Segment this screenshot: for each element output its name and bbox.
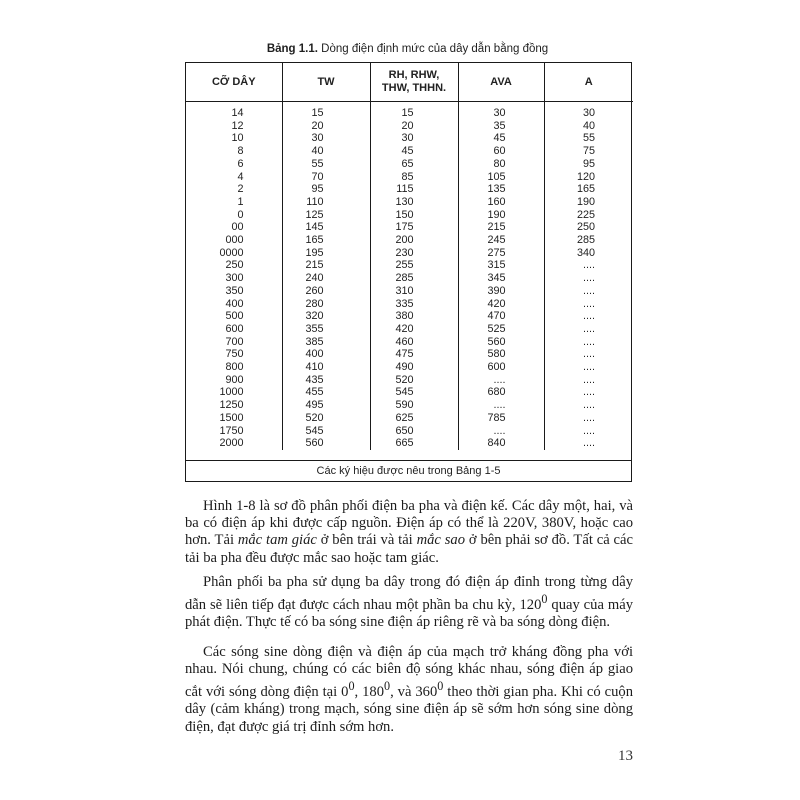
table-cell: 105 (458, 171, 544, 184)
table-cell: 590 (370, 399, 458, 412)
table-cell: .... (583, 322, 595, 335)
table-cell: 40 (582, 119, 595, 132)
paragraph-3 (185, 644, 633, 736)
table-cell: 285 (370, 272, 458, 285)
table-cell: 215 (458, 221, 544, 234)
table-row (186, 221, 633, 234)
table-cell: 6 (186, 158, 282, 171)
table-cell: 95 (582, 157, 595, 170)
table-cell: 250 (186, 259, 282, 272)
table-cell: .... (583, 284, 595, 297)
table-cell: 545 (370, 386, 458, 399)
table-cell: 545 (282, 425, 370, 438)
table-row (186, 234, 633, 247)
table-cell: 525 (458, 323, 544, 336)
paragraph-1-text-a: Hình 1-8 là sơ đồ phân phối điện ba pha và điện kế. Các dây một, hai, và ba có điện áp khi được cấp nguồn. Điện áp có thể là 220V, 380V, hoặc cao hơn. Tải (185, 498, 633, 549)
table-cell: 65 (370, 158, 458, 171)
table-cell: 15 (370, 102, 458, 120)
table-cell: 150 (370, 209, 458, 222)
table-cell: 4 (186, 171, 282, 184)
table-cell: 165 (282, 234, 370, 247)
table-cell: .... (583, 361, 595, 374)
paragraph-1-text-b: ở bên trái và tải (316, 532, 417, 549)
table-cell: 455 (282, 386, 370, 399)
table-caption-text: Dòng điện định mức của dây dẫn bằng đồng (321, 43, 549, 55)
table-cell: 30 (582, 107, 595, 119)
table-cell: 560 (282, 437, 370, 450)
table-body (186, 102, 633, 450)
paragraph-3-degree-3: 0 (437, 679, 444, 694)
table-cell: 500 (186, 310, 282, 323)
table-cell: 320 (282, 310, 370, 323)
table-row (186, 399, 633, 412)
table-cell: 600 (186, 323, 282, 336)
table-cell: 435 (282, 374, 370, 387)
table-cell: .... (583, 310, 595, 323)
paragraph-2 (185, 574, 633, 631)
header-ava: AVA (458, 63, 544, 102)
table-cell: 55 (582, 132, 595, 145)
table-row (186, 247, 633, 260)
table-row (186, 336, 633, 349)
table-cell: 70 (282, 171, 370, 184)
table-cell: 175 (370, 221, 458, 234)
table-cell: 80 (458, 158, 544, 171)
table-cell: 95 (282, 183, 370, 196)
table-row (186, 437, 633, 450)
table-cell: 300 (186, 272, 282, 285)
table-cell: 345 (458, 272, 544, 285)
table-row (186, 412, 633, 425)
table-footnote: Các ký hiệu được nêu trong Bảng 1-5 (186, 460, 631, 481)
table-row (186, 272, 633, 285)
table-cell: 520 (282, 412, 370, 425)
table-cell: 110 (282, 196, 370, 209)
table-cell: .... (583, 297, 595, 310)
paragraph-1 (185, 498, 633, 567)
table-cell: 160 (458, 196, 544, 209)
table-caption (185, 43, 630, 55)
table-cell: 340 (576, 246, 595, 259)
table-cell: 135 (458, 183, 544, 196)
table-row (186, 374, 633, 387)
table-cell: 275 (458, 247, 544, 260)
table-cell: 12 (186, 120, 282, 133)
table-cell: 2 (186, 183, 282, 196)
header-rh-rhw-thw-thhn: RH, RHW, THW, THHN. (370, 63, 458, 102)
table-row (186, 298, 633, 311)
table-row (186, 158, 633, 171)
table-cell: .... (583, 272, 595, 285)
paragraph-2-text-a: Phân phối ba pha sử dụng ba dây trong đó điện áp đỉnh trong từng dây dẫn sẽ liên tiếp đạt được cách nhau một phần ba chu kỳ, 120 (185, 574, 633, 614)
table-cell: 285 (576, 234, 595, 247)
table-cell: 130 (370, 196, 458, 209)
table-cell: 1750 (186, 425, 282, 438)
table-cell: 410 (282, 361, 370, 374)
table-cell: 250 (576, 221, 595, 234)
header-wire-size: CỠ DÂY (186, 63, 282, 102)
page-number: 13 (618, 748, 633, 764)
table-cell: 165 (576, 183, 595, 196)
table-cell: 800 (186, 361, 282, 374)
table-cell: 125 (282, 209, 370, 222)
table-cell: 280 (282, 298, 370, 311)
table-cell: 310 (370, 285, 458, 298)
table-cell: 785 (458, 412, 544, 425)
table-cell: 120 (576, 170, 595, 183)
table-cell: 75 (582, 145, 595, 158)
table-cell: 190 (458, 209, 544, 222)
table-cell: .... (458, 374, 544, 387)
table-cell: 750 (186, 348, 282, 361)
table-cell: 665 (370, 437, 458, 450)
table-cell: 680 (458, 386, 544, 399)
table-row (186, 171, 633, 184)
table-cell: 460 (370, 336, 458, 349)
ampacity-table-grid (186, 63, 633, 450)
header-a: A (544, 63, 633, 102)
table-cell: 1000 (186, 386, 282, 399)
table-cell: .... (583, 437, 595, 450)
table-cell: 45 (370, 145, 458, 158)
table-row (186, 323, 633, 336)
table-cell: .... (583, 335, 595, 348)
table-row (186, 132, 633, 145)
paragraph-1-italic-wye: mắc sao (416, 532, 466, 549)
table-cell: 350 (186, 285, 282, 298)
table-row (186, 145, 633, 158)
table-cell: 490 (370, 361, 458, 374)
table-cell: 420 (458, 298, 544, 311)
table-cell: 85 (370, 171, 458, 184)
table-cell: .... (583, 259, 595, 272)
table-cell: 520 (370, 374, 458, 387)
table-row (186, 361, 633, 374)
table-cell: 115 (370, 183, 458, 196)
paragraph-2-degree: 0 (541, 592, 548, 607)
table-cell: 8 (186, 145, 282, 158)
table-row (186, 259, 633, 272)
table-header-row (186, 63, 633, 102)
table-cell: 420 (370, 323, 458, 336)
table-cell: .... (583, 373, 595, 386)
paragraph-3-text-d: theo thời gian pha. Khi có cuộn dây (cảm kháng) trong mạch, sóng sine điện áp sẽ sớm hơn sóng sine dòng điện, đạt được giá trị đỉnh sớm hơn. (185, 684, 633, 735)
table-cell: 30 (282, 132, 370, 145)
table-caption-label: Bảng 1.1. (266, 43, 318, 55)
table-cell: 195 (282, 247, 370, 260)
ampacity-table (185, 62, 632, 482)
paragraph-3-text-a: Các sóng sine dòng điện và điện áp của mạch trở kháng đồng pha với nhau. Nói chung, chúng có các biên độ sóng khác nhau, sóng điện áp giao cắt với sóng dòng điện tại 0 (185, 644, 633, 701)
table-cell: 230 (370, 247, 458, 260)
table-cell: 240 (282, 272, 370, 285)
table-cell: 560 (458, 336, 544, 349)
table-cell: 400 (282, 348, 370, 361)
table-cell: 30 (370, 132, 458, 145)
table-cell: 1250 (186, 399, 282, 412)
paragraph-3-text-c: , và 360 (390, 684, 438, 701)
table-cell: 315 (458, 259, 544, 272)
table-cell: 335 (370, 298, 458, 311)
table-cell: 00 (186, 221, 282, 234)
table-cell: 355 (282, 323, 370, 336)
table-cell: 580 (458, 348, 544, 361)
table-cell: 840 (458, 437, 544, 450)
table-cell: 225 (576, 208, 595, 221)
table-cell: 0 (186, 209, 282, 222)
table-cell: .... (583, 348, 595, 361)
table-cell: 14 (186, 102, 282, 120)
table-cell: 700 (186, 336, 282, 349)
table-cell: 255 (370, 259, 458, 272)
table-cell: 10 (186, 132, 282, 145)
table-cell: 20 (370, 120, 458, 133)
header-tw: TW (282, 63, 370, 102)
table-cell: .... (458, 399, 544, 412)
paragraph-1-italic-delta: mắc tam giác (237, 532, 317, 549)
table-cell: 190 (576, 195, 595, 208)
table-cell: 55 (282, 158, 370, 171)
table-cell: 45 (458, 132, 544, 145)
table-cell: 60 (458, 145, 544, 158)
table-row (186, 348, 633, 361)
table-cell: .... (583, 386, 595, 399)
table-cell: 245 (458, 234, 544, 247)
table-row (186, 425, 633, 438)
table-cell: 470 (458, 310, 544, 323)
paragraph-3-degree-1: 0 (348, 679, 355, 694)
table-cell: 390 (458, 285, 544, 298)
paragraph-3-degree-2: 0 (384, 679, 391, 694)
table-cell: 1500 (186, 412, 282, 425)
table-cell: 30 (458, 102, 544, 120)
table-cell: 000 (186, 234, 282, 247)
table-cell: 20 (282, 120, 370, 133)
table-cell: 145 (282, 221, 370, 234)
table-cell: 15 (282, 102, 370, 120)
table-row (186, 285, 633, 298)
table-cell: 35 (458, 120, 544, 133)
table-cell: 40 (282, 145, 370, 158)
table-cell: .... (583, 411, 595, 424)
paragraph-1-text-c: ở bên phải sơ đồ. Tất cả các tải ba pha đều được mắc sao hoặc tam giác. (185, 532, 633, 566)
table-cell: 900 (186, 374, 282, 387)
table-cell: .... (583, 424, 595, 437)
table-row (186, 310, 633, 323)
table-cell: 260 (282, 285, 370, 298)
paragraph-3-text-b: , 180 (354, 684, 384, 701)
table-cell: 475 (370, 348, 458, 361)
table-cell: 650 (370, 425, 458, 438)
table-cell: 385 (282, 336, 370, 349)
table-row (186, 183, 633, 196)
table-cell: .... (583, 399, 595, 412)
table-cell: 215 (282, 259, 370, 272)
table-cell: 200 (370, 234, 458, 247)
table-row (186, 196, 633, 209)
table-cell: 400 (186, 298, 282, 311)
table-cell: 1 (186, 196, 282, 209)
table-cell: 495 (282, 399, 370, 412)
table-row (186, 209, 633, 222)
table-cell: 380 (370, 310, 458, 323)
table-cell: 625 (370, 412, 458, 425)
table-cell: 2000 (186, 437, 282, 450)
table-cell: 0000 (186, 247, 282, 260)
table-row (186, 102, 633, 120)
table-cell: .... (458, 425, 544, 438)
table-cell: 600 (458, 361, 544, 374)
paragraph-2-text-b: quay của máy phát điện. Thực tế có ba sóng sine điện áp riêng rẽ và ba sóng dòng điện. (185, 597, 633, 631)
table-row (186, 386, 633, 399)
table-row (186, 120, 633, 133)
